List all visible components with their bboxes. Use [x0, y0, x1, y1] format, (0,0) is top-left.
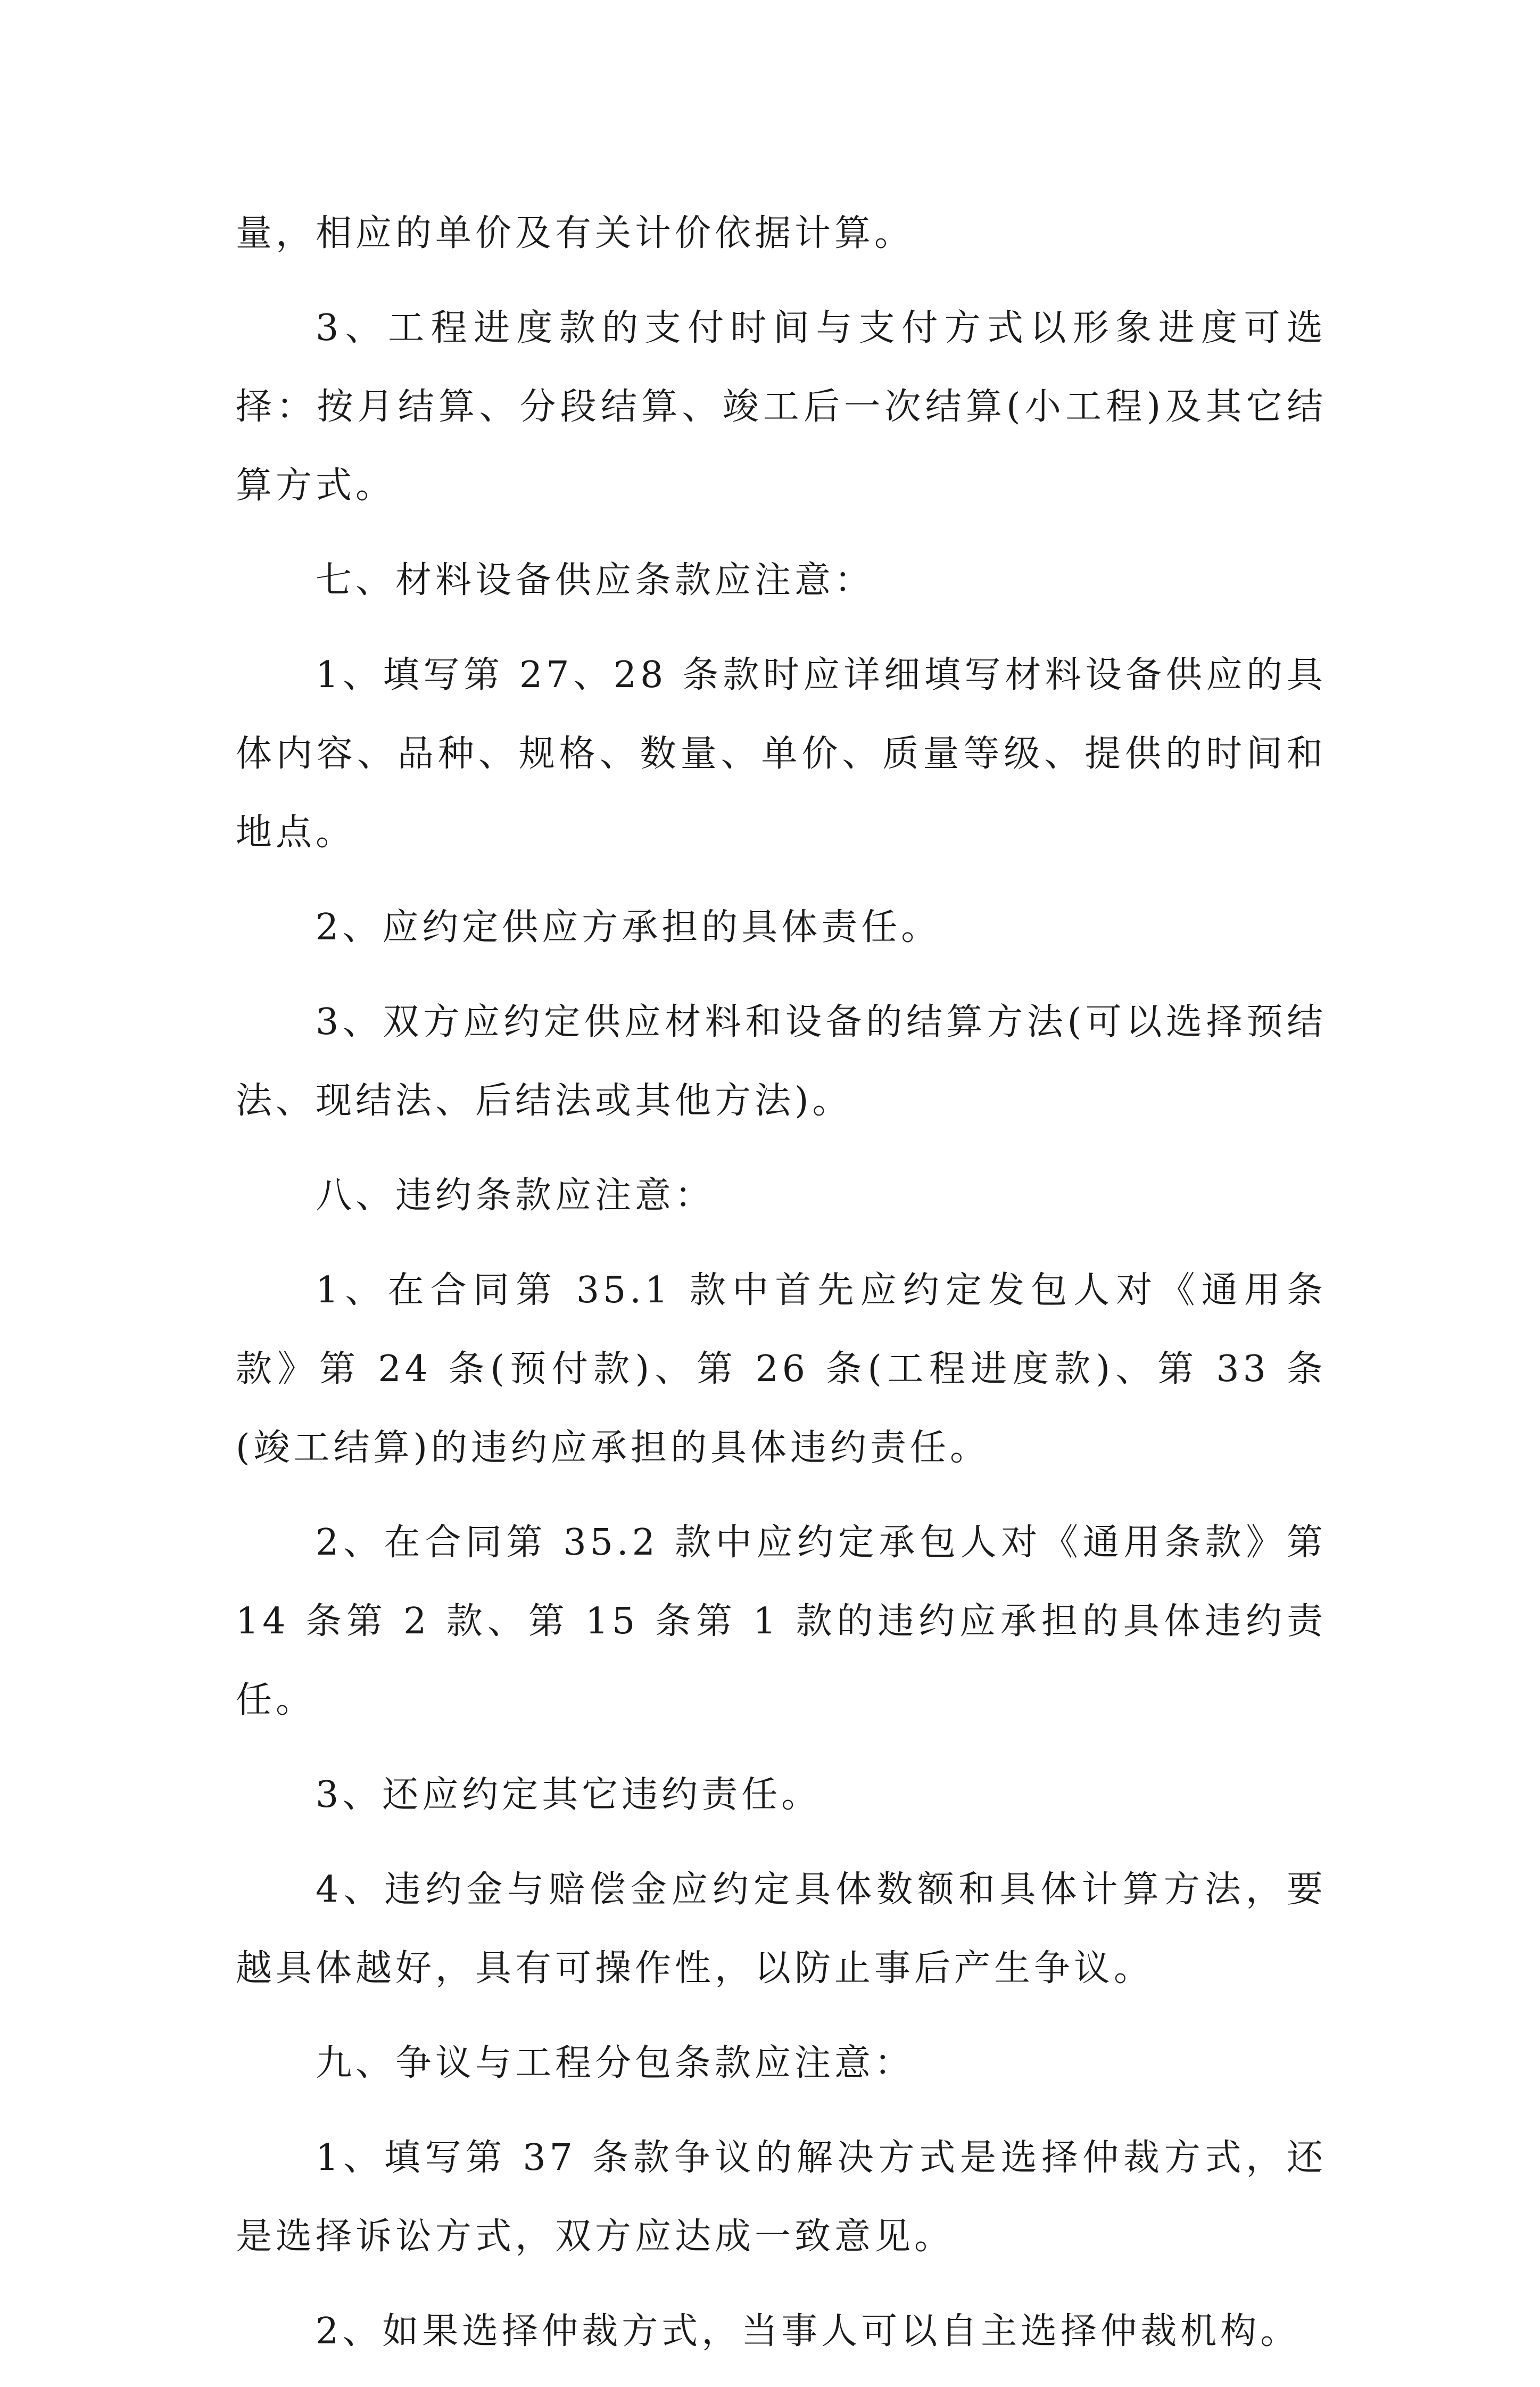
paragraph-materials-1: 1、填写第 27、28 条款时应详细填写材料设备供应的具体内容、品种、规格、数量、单价、质量等级、提供的时间和地点。	[236, 654, 1327, 854]
section-heading-breach: 八、违约条款应注意：	[316, 1175, 715, 1217]
paragraph-dispute-2: 2、如果选择仲裁方式，当事人可以自主选择仲裁机构。	[316, 2310, 1301, 2352]
paragraph-breach-2: 2、在合同第 35.2 款中应约定承包人对《通用条款》第 14 条第 2 款、第 15 条第 1 款的违约应承担的具体违约责任。	[236, 1522, 1327, 1721]
paragraph-progress-payment: 3、工程进度款的支付时间与支付方式以形象进度可选择：按月结算、分段结算、竣工后一次结算(小工程)及其它结算方式。	[236, 307, 1327, 507]
paragraph-materials-2: 2、应约定供应方承担的具体责任。	[316, 906, 941, 948]
paragraph-breach-3: 3、还应约定其它违约责任。	[316, 1774, 822, 1816]
paragraph-continuation: 量，相应的单价及有关计价依据计算。	[236, 212, 915, 254]
section-heading-materials: 七、材料设备供应条款应注意：	[316, 559, 875, 601]
paragraph-materials-3: 3、双方应约定供应材料和设备的结算方法(可以选择预结法、现结法、后结法或其他方法)。	[236, 1001, 1327, 1122]
paragraph-dispute-1: 1、填写第 37 条款争议的解决方式是选择仲裁方式，还是选择诉讼方式，双方应达成一致意见。	[236, 2137, 1327, 2258]
paragraph-breach-1: 1、在合同第 35.1 款中首先应约定发包人对《通用条款》第 24 条(预付款)、第 26 条(工程进度款)、第 33 条(竣工结算)的违约应承担的具体违约责任。	[236, 1269, 1327, 1469]
document-body	[236, 194, 1327, 2387]
section-heading-dispute: 九、争议与工程分包条款应注意：	[316, 2042, 915, 2084]
paragraph-breach-4: 4、违约金与赔偿金应约定具体数额和具体计算方法，要越具体越好，具有可操作性，以防止事后产生争议。	[236, 1869, 1327, 1989]
